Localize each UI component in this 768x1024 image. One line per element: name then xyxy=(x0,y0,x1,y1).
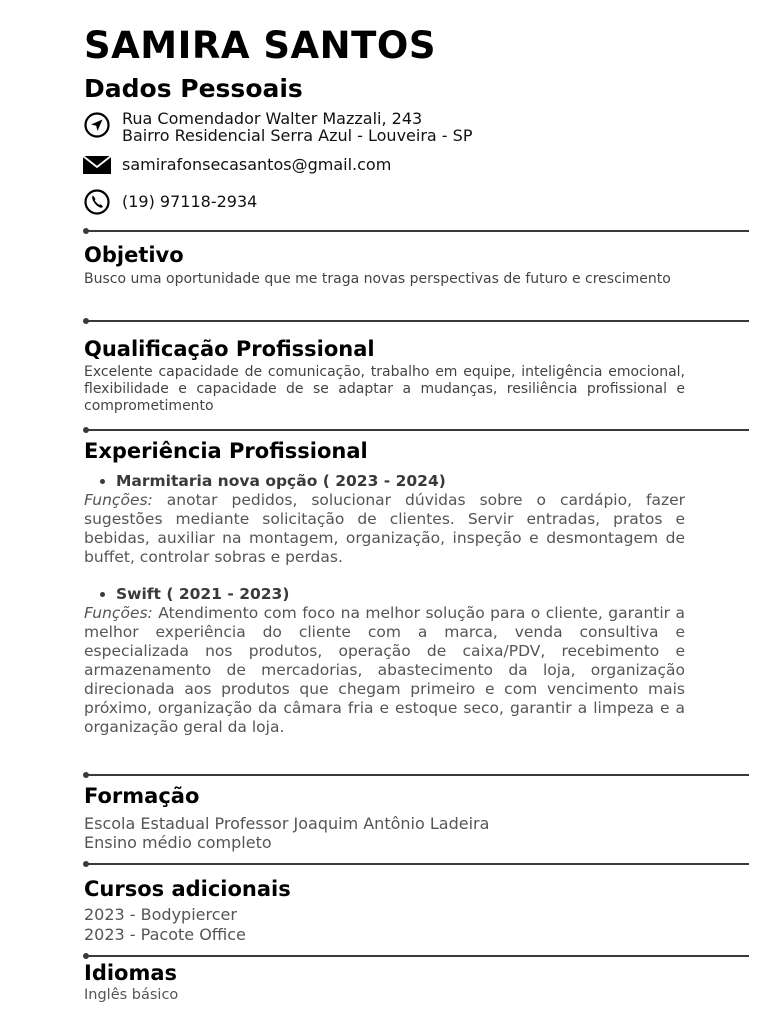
phone-icon xyxy=(82,187,112,217)
languages-text: Inglês básico xyxy=(84,987,179,1003)
objective-text: Busco uma oportunidade que me traga novas perspectivas de futuro e crescimento xyxy=(84,271,671,287)
address-row xyxy=(82,110,472,144)
course-item: 2023 - Bodypiercer xyxy=(84,905,237,924)
functions-label: Funções: xyxy=(84,491,153,509)
experience-item-heading xyxy=(100,472,446,491)
education-title: Formação xyxy=(84,784,200,808)
experience-item-title: Marmitaria nova opção ( 2023 - 2024) xyxy=(116,472,446,490)
courses-title: Cursos adicionais xyxy=(84,877,291,901)
phone-number: (19) 97118-2934 xyxy=(122,192,258,211)
experience-title: Experiência Profissional xyxy=(84,439,368,463)
qualification-title: Qualificação Profissional xyxy=(84,337,375,361)
mail-icon xyxy=(82,150,112,180)
address-line-2: Bairro Residencial Serra Azul - Louveira - SP xyxy=(122,126,473,145)
experience-item-title: Swift ( 2021 - 2023) xyxy=(116,585,290,603)
section-divider xyxy=(86,320,749,322)
bullet-icon xyxy=(100,479,105,484)
qualification-text: Excelente capacidade de comunicação, trabalho em equipe, inteligência emocional, flexibilidade e capacidade de se adaptar a mudanças, resiliência profissional e comprometimento xyxy=(84,364,685,414)
course-item: 2023 - Pacote Office xyxy=(84,925,246,944)
section-divider xyxy=(86,863,749,865)
phone-row xyxy=(82,187,257,217)
address-line-1: Rua Comendador Walter Mazzali, 243 xyxy=(122,109,423,128)
experience-item-heading xyxy=(100,585,289,604)
functions-text: Atendimento com foco na melhor solução para o cliente, garantir a melhor experiência do cliente com a marca, venda consultiva e especializada nos produtos, operação de caixa/PDV, recebimento e armazenamento de mercadorias, abastecimento da loja, organização direcionada aos produtos que chegam primeiro e com vencimento mais próximo, organização da câmara fria e estoque seco, garantir a limpeza e a organização geral da loja. xyxy=(84,604,685,736)
education-school: Escola Estadual Professor Joaquim Antônio Ladeira xyxy=(84,814,490,833)
candidate-name: SAMIRA SANTOS xyxy=(84,24,436,67)
email-row xyxy=(82,150,391,180)
bullet-icon xyxy=(100,592,105,597)
email-address[interactable]: samirafonsecasantos@gmail.com xyxy=(122,155,392,174)
location-icon xyxy=(82,110,112,140)
experience-item-description xyxy=(84,491,685,567)
functions-label: Funções: xyxy=(84,604,153,622)
languages-title: Idiomas xyxy=(84,961,178,985)
personal-data-title: Dados Pessoais xyxy=(84,74,303,103)
education-level: Ensino médio completo xyxy=(84,833,272,852)
objective-title: Objetivo xyxy=(84,243,184,267)
experience-item-description xyxy=(84,604,685,737)
section-divider xyxy=(86,230,749,232)
section-divider xyxy=(86,955,749,957)
section-divider xyxy=(86,429,749,431)
section-divider xyxy=(86,774,749,776)
functions-text: anotar pedidos, solucionar dúvidas sobre o cardápio, fazer sugestões mediante solicitação de clientes. Servir entradas, pratos e bebidas, auxiliar na montagem, organização, inspeção e desmontagem de buffet, controlar sobras e perdas. xyxy=(84,491,685,566)
